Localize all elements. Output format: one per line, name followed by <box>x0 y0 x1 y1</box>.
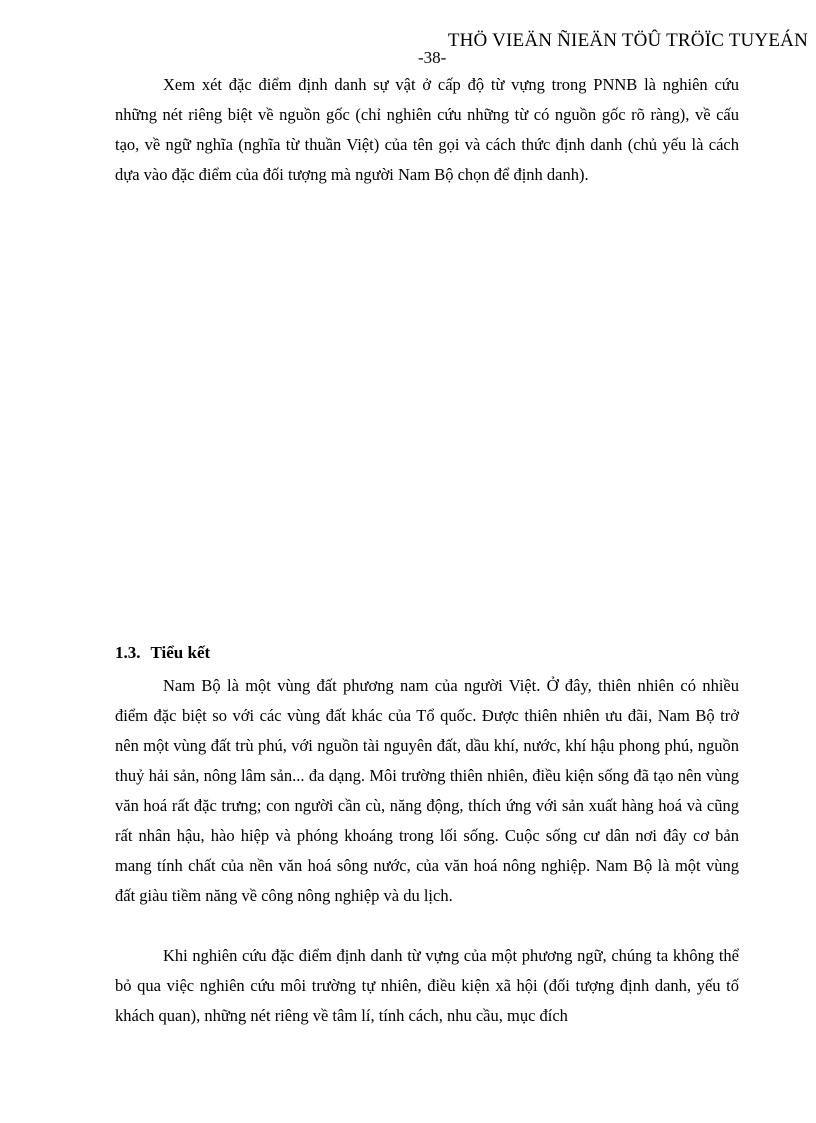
section-heading <box>115 643 210 663</box>
paragraph-intro: Xem xét đặc điểm định danh sự vật ở cấp độ từ vựng trong PNNB là nghiên cứu những nét riêng biệt về nguồn gốc (chỉ nghiên cứu những từ có nguồn gốc rõ ràng), về cấu tạo, về ngữ nghĩa (nghĩa từ thuần Việt) của tên gọi và cách thức định danh (chủ yếu là cách dựa vào đặc điểm của đối tượng mà người Nam Bộ chọn để định danh). <box>115 75 739 184</box>
paragraph-summary: Nam Bộ là một vùng đất phương nam của người Việt. Ở đây, thiên nhiên có nhiều điểm đặc biệt so với các vùng đất khác của Tổ quốc. Được thiên nhiên ưu đãi, Nam Bộ trở nên một vùng đất trù phú, với nguồn tài nguyên đất, dầu khí, nước, khí hậu phong phú, nguồn thuỷ hải sản, nông lâm sản... đa dạng. Môi trường thiên nhiên, điều kiện sống đã tạo nên vùng văn hoá rất đặc trưng; con người cần cù, năng động, thích ứng với sản xuất hàng hoá và cũng rất nhân hậu, hào hiệp và phóng khoáng trong lối sống. Cuộc sống cư dân nơi đây cơ bản mang tính chất của nền văn hoá sông nước, của văn hoá nông nghiệp. Nam Bộ là một vùng đất giàu tiềm năng về công nông nghiệp và du lịch. <box>115 676 739 905</box>
page-number: -38- <box>418 48 447 67</box>
paragraph-research: Khi nghiên cứu đặc điểm định danh từ vựng của một phương ngữ, chúng ta không thể bỏ qua việc nghiên cứu môi trường tự nhiên, điều kiện xã hội (đối tượng định danh, yếu tố khách quan), những nét riêng về tâm lí, tính cách, nhu cầu, mục đích <box>115 946 739 1025</box>
section-number: 1.3. <box>115 643 141 662</box>
section-title: Tiểu kết <box>150 643 211 662</box>
library-header: THÖ VIEÄN ÑIEÄN TÖÛ TRÖÏC TUYEÁN <box>447 30 808 51</box>
